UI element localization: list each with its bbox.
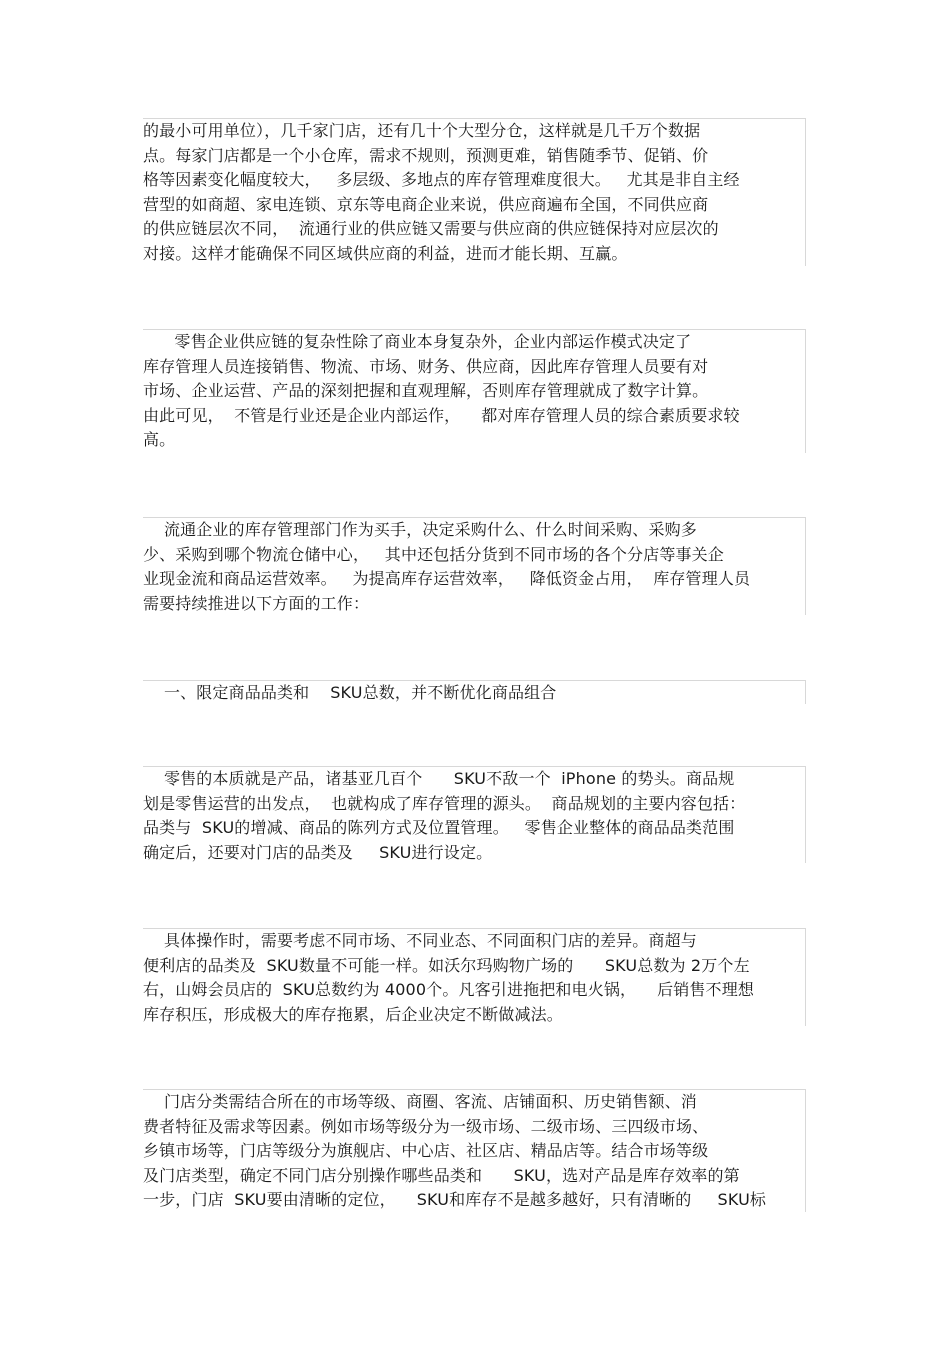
text-line: 格等因素变化幅度较大， 多层级、多地点的库存管理难度很大。 尤其是非自主经 — [143, 170, 740, 189]
text-line: 点。每家门店都是一个小仓库，需求不规则，预测更难，销售随季节、促销、价 — [143, 145, 709, 165]
text-line: 需要持续推进以下方面的工作： — [143, 593, 370, 613]
text-line: 便利店的品类及 SKU数量不可能一样。如沃尔玛购物广场的 SKU总数为 2万个左 — [143, 955, 750, 975]
section-heading-sku-limit — [143, 680, 806, 704]
text-line: 的最小可用单位），几千家门店，还有几十个大型分仓，这样就是几千万个数据 — [143, 121, 701, 140]
paragraph-inventory-complexity — [143, 118, 806, 266]
text-line: 右，山姆会员店的 SKU总数约为 4000个。凡客引进拖把和电火锅， 后销售不理想 — [143, 980, 755, 999]
text-line: 费者特征及需求等因素。例如市场等级分为一级市场、二级市场、三四级市场、 — [143, 1116, 709, 1136]
text-line: 确定后，还要对门店的品类及 SKU进行设定。 — [143, 842, 493, 862]
text-line: 高。 — [143, 430, 176, 449]
text-line: 对接。这样才能确保不同区域供应商的利益，进而才能长期、互赢。 — [143, 243, 628, 263]
paragraph-buyer-role — [143, 517, 806, 615]
text-line: 营型的如商超、家电连锁、京东等电商企业来说，供应商遍布全国，不同供应商 — [143, 194, 709, 214]
text-line: 划是零售运营的出发点， 也就构成了库存管理的源头。 商品规划的主要内容包括： — [143, 793, 746, 813]
text-line: 业现金流和商品运营效率。 为提高库存运营效率， 降低资金占用， 库存管理人员 — [143, 569, 751, 588]
text-line: 流通企业的库存管理部门作为买手，决定采购什么、什么时间采购、采购多 — [143, 520, 697, 539]
text-line: 零售的本质就是产品，诸基亚几百个 SKU不敌一个 iPhone 的势头。商品规 — [143, 769, 735, 788]
text-line: 一步，门店 SKU要由清晰的定位， SKU和库存不是越多越好，只有清晰的 SKU标 — [143, 1190, 767, 1209]
text-line: 具体操作时，需要考虑不同市场、不同业态、不同面积门店的差异。商超与 — [143, 931, 697, 950]
text-line: 门店分类需结合所在的市场等级、商圈、客流、店铺面积、历史销售额、消 — [143, 1092, 697, 1111]
text-line: 乡镇市场等，门店等级分为旗舰店、中心店、社区店、精品店等。结合市场等级 — [143, 1141, 709, 1160]
section-heading: 一、限定商品品类和 SKU总数，并不断优化商品组合 — [143, 683, 557, 702]
paragraph-store-classification — [143, 1089, 806, 1212]
text-line: 品类与 SKU的增减、商品的陈列方式及位置管理。 零售企业整体的商品品类范围 — [143, 818, 735, 837]
text-line: 库存积压，形成极大的库存拖累，后企业决定不断做减法。 — [143, 1004, 563, 1024]
text-line: 的供应链层次不同， 流通行业的供应链又需要与供应商的供应链保持对应层次的 — [143, 219, 719, 238]
text-line: 由此可见， 不管是行业还是企业内部运作， 都对库存管理人员的综合素质要求较 — [143, 405, 740, 425]
paragraph-supply-chain-complexity — [143, 329, 806, 453]
paragraph-market-differences — [143, 928, 806, 1026]
text-line: 零售企业供应链的复杂性除了商业本身复杂外，企业内部运作模式决定了 — [143, 332, 692, 351]
text-line: 库存管理人员连接销售、物流、市场、财务、供应商，因此库存管理人员要有对 — [143, 356, 709, 376]
text-line: 及门店类型，确定不同门店分别操作哪些品类和 SKU，选对产品是库存效率的第 — [143, 1165, 740, 1185]
paragraph-product-planning — [143, 766, 806, 863]
text-line: 市场、企业运营、产品的深刻把握和直观理解，否则库存管理就成了数字计算。 — [143, 381, 709, 400]
text-line: 少、采购到哪个物流仓储中心， 其中还包括分货到不同市场的各个分店等事关企 — [143, 544, 724, 564]
